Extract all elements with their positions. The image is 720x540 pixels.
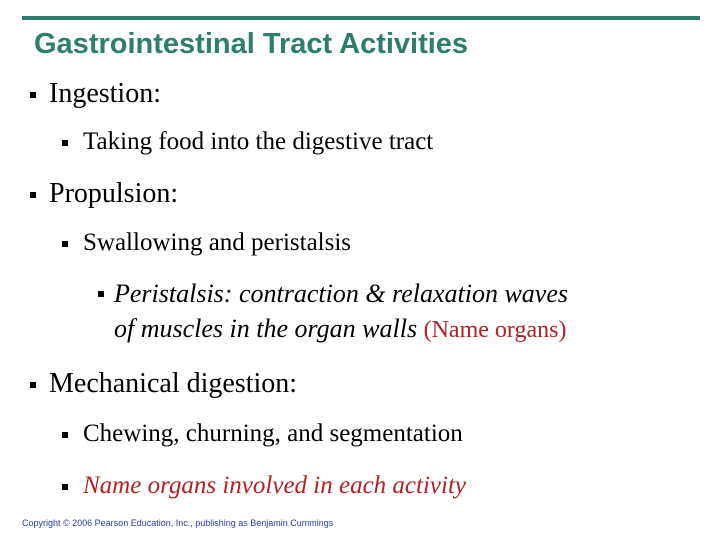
name-organs-note: (Name organs) (423, 317, 567, 343)
square-bullet-icon (62, 140, 68, 146)
bullet-peristalsis (98, 279, 568, 309)
bullet-ingestion-detail (62, 128, 433, 156)
bullet-mechanical-label: Mechanical digestion: (49, 368, 298, 399)
square-bullet-icon (62, 241, 68, 247)
bullet-mechanical-detail-1-text: Chewing, churning, and segmentation (83, 420, 463, 447)
square-bullet-icon (62, 432, 68, 438)
bullet-mechanical (30, 368, 297, 400)
bullet-propulsion-detail (62, 229, 351, 257)
title-rule (22, 16, 700, 20)
square-bullet-icon (30, 382, 36, 388)
slide-title: Gastrointestinal Tract Activities (34, 28, 469, 60)
copyright-footer: Copyright © 2006 Pearson Education, Inc., publishing as Benjamin Cummings (22, 518, 334, 528)
bullet-mechanical-detail-2 (62, 472, 466, 500)
bullet-peristalsis-continuation (114, 314, 566, 344)
square-bullet-icon (62, 484, 68, 490)
bullet-propulsion-detail-text: Swallowing and peristalsis (83, 229, 352, 256)
bullet-mechanical-detail-2-text: Name organs involved in each activity (83, 472, 466, 499)
bullet-peristalsis-line2: of muscles in the organ walls (114, 314, 418, 343)
square-bullet-icon (98, 291, 104, 297)
bullet-ingestion (30, 78, 161, 110)
bullet-peristalsis-line1: Peristalsis: contraction & relaxation waves (114, 279, 568, 308)
square-bullet-icon (30, 92, 36, 98)
bullet-ingestion-detail-text: Taking food into the digestive tract (83, 128, 434, 155)
bullet-propulsion-label: Propulsion: (49, 178, 179, 209)
bullet-ingestion-label: Ingestion: (49, 78, 161, 109)
bullet-propulsion (30, 178, 178, 210)
bullet-mechanical-detail-1 (62, 420, 463, 448)
square-bullet-icon (30, 192, 36, 198)
